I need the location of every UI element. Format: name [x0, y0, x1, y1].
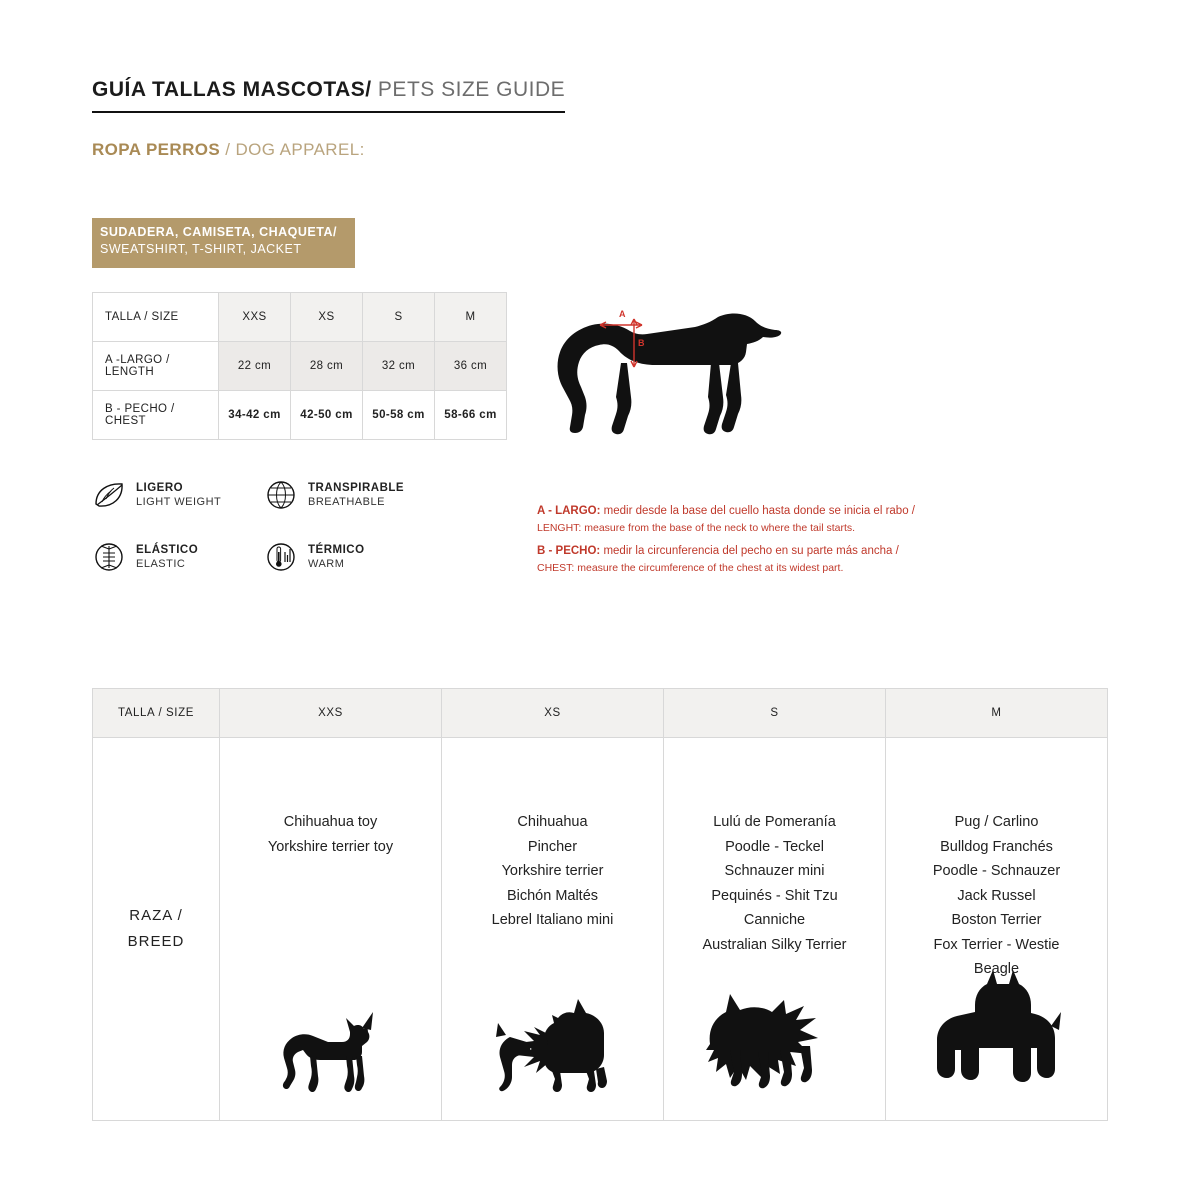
- dog-measurement-diagram: [535, 305, 835, 445]
- feature-label-en: ELASTIC: [136, 558, 186, 570]
- header-cell-m: M: [435, 293, 507, 342]
- breed-name: Jack Russel: [957, 887, 1036, 904]
- note-length-en: LENGHT: measure from the base of the neck to where the tail starts.: [537, 522, 856, 534]
- breed-header-s: S: [664, 689, 886, 738]
- note-chest-es: medir la circunferencia del pecho en su parte más ancha /: [600, 545, 899, 557]
- header-cell-size: TALLA / SIZE: [93, 293, 219, 342]
- category-band: [92, 218, 355, 268]
- note-chest-en: CHEST: measure the circumference of the chest at its widest part.: [537, 562, 844, 574]
- pomeranian-silhouette: [664, 948, 885, 1120]
- breed-name: Boston Terrier: [951, 912, 1042, 928]
- breed-name: Bichón Maltés: [506, 887, 599, 904]
- cell-chest-s: 50-58 cm: [363, 391, 435, 440]
- breed-table-header-row: [93, 689, 1108, 738]
- breed-header-xs: XS: [442, 689, 664, 738]
- breed-name: Bulldog Franchés: [940, 838, 1053, 855]
- breed-name: Fox Terrier - Westie: [933, 936, 1060, 953]
- feature-text: [308, 543, 365, 571]
- dog-silhouette: [558, 314, 782, 435]
- breed-cell-xxs: [220, 738, 442, 1121]
- breed-name: Pug / Carlino: [954, 814, 1039, 830]
- feature-label-es: LIGERO: [136, 482, 184, 494]
- feature-item: [264, 478, 404, 512]
- breed-name: Australian Silky Terrier: [702, 936, 847, 953]
- cell-length-m: 36 cm: [435, 342, 507, 391]
- category-band-spanish: SUDADERA, CAMISETA, CHAQUETA/: [100, 225, 337, 239]
- breed-names-s: [664, 738, 885, 953]
- cell-chest-xxs: 34-42 cm: [219, 391, 291, 440]
- breed-name: Poodle - Teckel: [725, 838, 824, 855]
- category-band-english: SWEATSHIRT, T-SHIRT, JACKET: [100, 242, 302, 256]
- small-fluffy-dog-silhouette: [442, 948, 663, 1120]
- breed-name: Canniche: [743, 912, 806, 928]
- row-label-chest: B - PECHO / CHEST: [93, 391, 219, 440]
- breed-header-xxs: XXS: [220, 689, 442, 738]
- cell-length-xs: 28 cm: [291, 342, 363, 391]
- breed-row-label-line1: RAZA /: [129, 907, 183, 924]
- breed-name: Chihuahua: [517, 814, 588, 830]
- diagram-label-a: A: [619, 309, 626, 319]
- feature-item: [92, 478, 221, 512]
- breed-header-size: TALLA / SIZE: [93, 689, 220, 738]
- breed-name: Beagle: [973, 961, 1020, 977]
- breed-name: Yorkshire terrier: [501, 863, 604, 879]
- feature-item: [92, 540, 198, 574]
- row-label-length: A -LARGO / LENGTH: [93, 342, 219, 391]
- note-chest: [537, 543, 967, 577]
- breed-cell-m: [886, 738, 1108, 1121]
- table-row: [93, 391, 507, 440]
- breed-name: Schnauzer mini: [724, 863, 825, 879]
- elastic-icon: [92, 540, 126, 574]
- measurement-notes: [537, 503, 967, 583]
- breed-names-m: [886, 738, 1107, 977]
- feature-label-es: ELÁSTICO: [136, 544, 199, 556]
- feature-text: [308, 481, 404, 509]
- header-cell-s: S: [363, 293, 435, 342]
- breed-name: Poodle - Schnauzer: [932, 863, 1061, 879]
- cell-chest-xs: 42-50 cm: [291, 391, 363, 440]
- bulldog-silhouette: [886, 948, 1107, 1120]
- cell-chest-m: 58-66 cm: [435, 391, 507, 440]
- title-spanish: GUÍA TALLAS MASCOTAS/: [92, 78, 372, 101]
- breed-row-label-line2: BREED: [127, 933, 185, 950]
- feature-label-es: TRANSPIRABLE: [308, 482, 405, 494]
- subtitle-english: / DOG APPAREL:: [220, 140, 365, 159]
- cell-length-xxs: 22 cm: [219, 342, 291, 391]
- feature-label-es: TÉRMICO: [308, 544, 365, 556]
- diagram-label-b: B: [638, 338, 645, 348]
- measurements-table: [92, 292, 507, 440]
- table-row: [93, 342, 507, 391]
- breed-table-row: [93, 738, 1108, 1121]
- table-header-row: [93, 293, 507, 342]
- subtitle-spanish: ROPA PERROS: [92, 140, 221, 159]
- note-length: [537, 503, 967, 537]
- page-title: [92, 78, 692, 113]
- feature-label-en: WARM: [308, 558, 345, 570]
- breed-name: Yorkshire terrier toy: [267, 838, 394, 855]
- note-length-title: A - LARGO:: [537, 505, 601, 517]
- feature-text: [136, 481, 221, 509]
- feature-item: [264, 540, 365, 574]
- chihuahua-silhouette: [220, 948, 441, 1120]
- breed-names-xxs: [220, 738, 441, 948]
- breed-cell-s: [664, 738, 886, 1121]
- note-length-es: medir desde la base del cuello hasta donde se inicia el rabo /: [600, 505, 915, 517]
- breed-name: Lebrel Italiano mini: [491, 912, 614, 928]
- thermometer-icon: [264, 540, 298, 574]
- breed-row-label: [93, 738, 220, 1121]
- breed-name: Lulú de Pomeranía: [713, 814, 836, 830]
- breed-table: [92, 688, 1108, 1121]
- breed-names-xs: [442, 738, 663, 948]
- header-cell-xs: XS: [291, 293, 363, 342]
- feature-label-en: LIGHT WEIGHT: [136, 496, 222, 508]
- breed-name: Chihuahua toy: [283, 814, 378, 830]
- title-line: [92, 78, 565, 113]
- feature-label-en: BREATHABLE: [308, 496, 385, 508]
- breathable-icon: [264, 478, 298, 512]
- title-english: PETS SIZE GUIDE: [371, 78, 566, 101]
- breed-header-m: M: [886, 689, 1108, 738]
- feature-text: [136, 543, 198, 571]
- subtitle: [92, 140, 365, 160]
- breed-name: Pincher: [527, 838, 578, 855]
- header-cell-xxs: XXS: [219, 293, 291, 342]
- leaf-icon: [92, 478, 126, 512]
- breed-cell-xs: [442, 738, 664, 1121]
- breed-name: Pequinés - Shit Tzu: [711, 887, 838, 904]
- note-chest-title: B - PECHO:: [537, 545, 601, 557]
- cell-length-s: 32 cm: [363, 342, 435, 391]
